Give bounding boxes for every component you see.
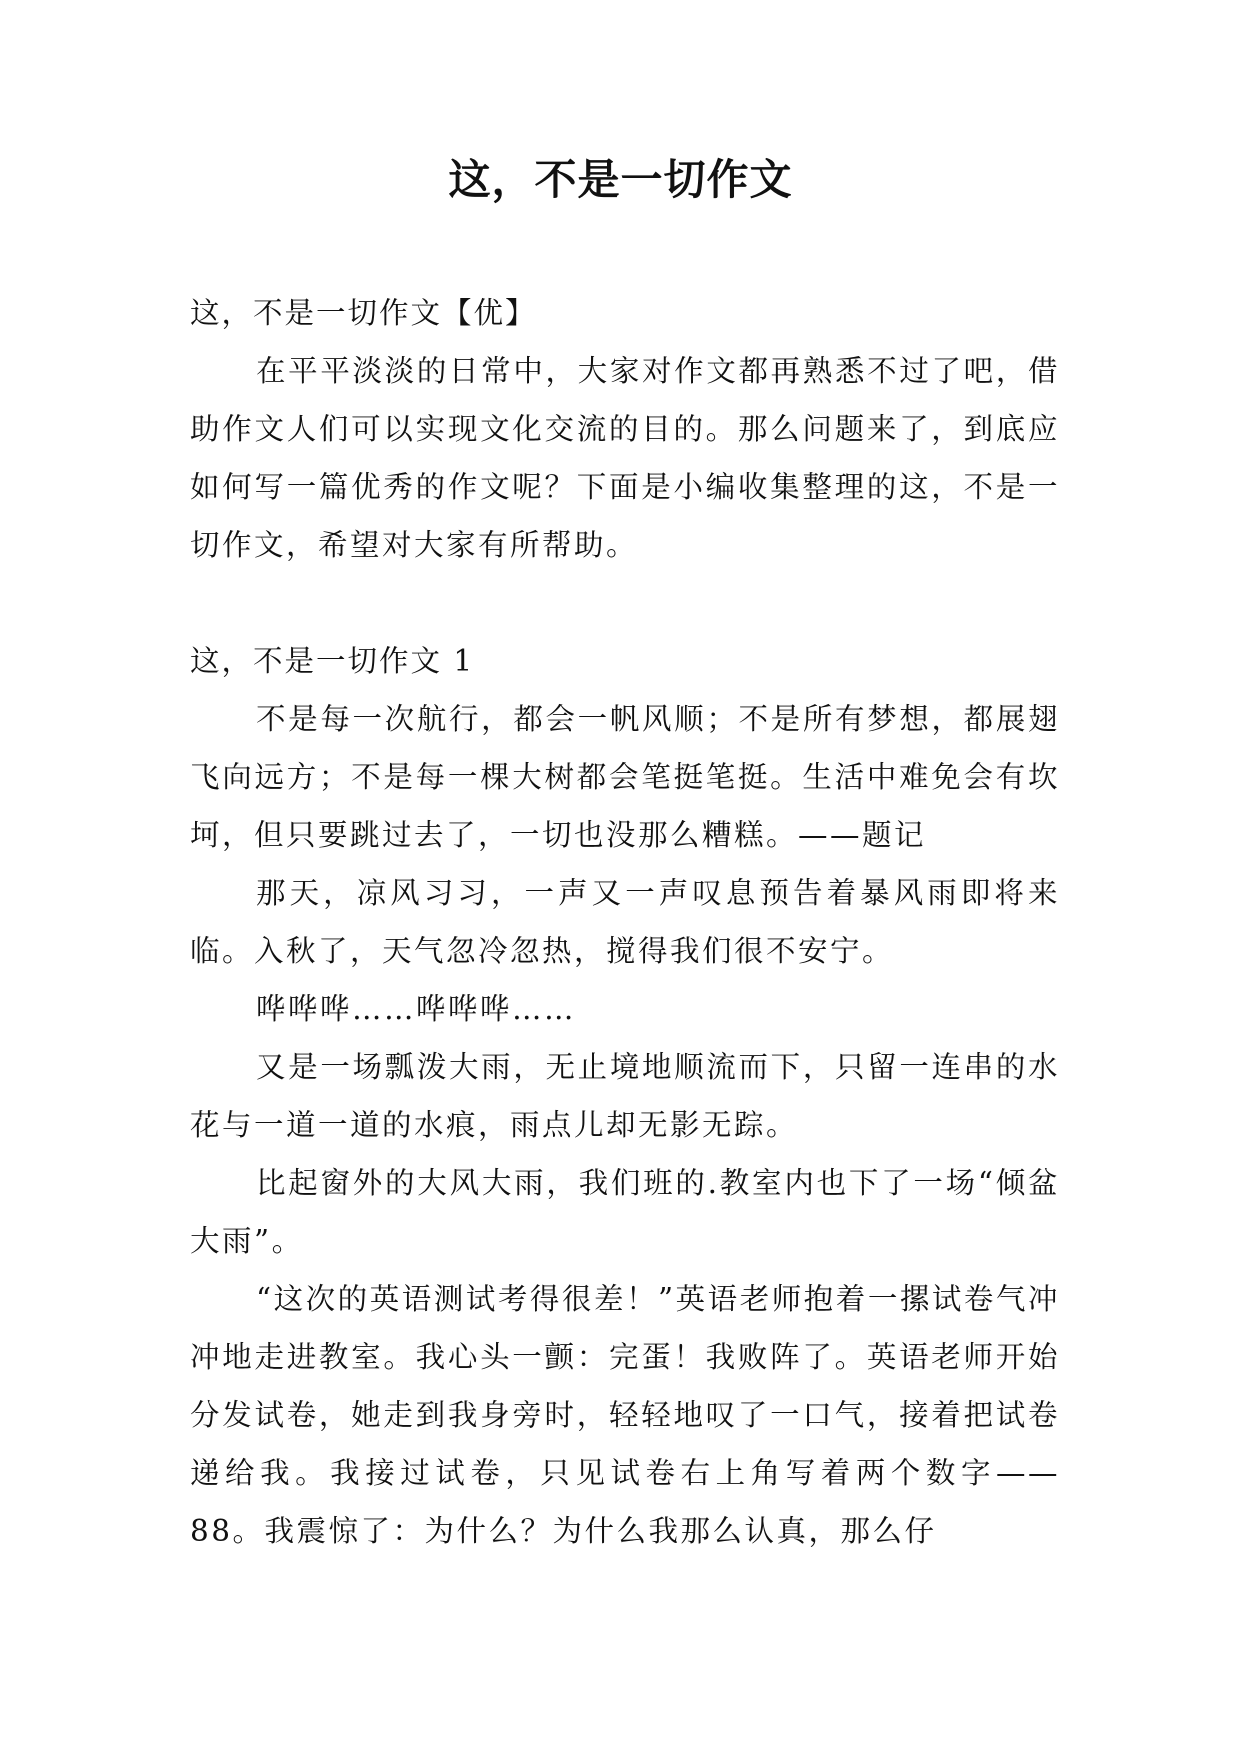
- section-spacer: [190, 574, 1060, 632]
- paragraph-rain-sound: 哗哗哗……哗哗哗……: [256, 992, 577, 1026]
- intro-paragraph: 在平平淡淡的日常中，大家对作文都再熟悉不过了吧，借助作文人们可以实现文化交流的目的。那么问题来了，到底应如何写一篇优秀的作文呢？下面是小编收集整理的这，不是一切作文，希望对大家有所帮助。: [190, 354, 1060, 562]
- document-title: 这，不是一切作文: [448, 155, 793, 204]
- section-heading-excellent: 这，不是一切作文【优】: [190, 296, 537, 330]
- section-heading-1: 这，不是一切作文 1: [190, 644, 475, 678]
- paragraph-epigraph: 不是每一次航行，都会一帆风顺；不是所有梦想，都展翅飞向远方；不是每一棵大树都会笔挺笔挺。生活中难免会有坎坷，但只要跳过去了，一切也没那么糟糕。——题记: [190, 702, 1060, 852]
- paragraph-test-result: “这次的英语测试考得很差！”英语老师抱着一摞试卷气冲冲地走进教室。我心头一颤：完蛋！我败阵了。英语老师开始分发试卷，她走到我身旁时，轻轻地叹了一口气，接着把试卷递给我。我接过试卷，只见试卷右上角写着两个数字——88。我震惊了：为什么？为什么我那么认真，那么仔: [190, 1282, 1060, 1548]
- paragraph-weather: 那天，凉风习习，一声又一声叹息预告着暴风雨即将来临。入秋了，天气忽冷忽热，搅得我们很不安宁。: [190, 876, 1060, 968]
- paragraph-classroom: 比起窗外的大风大雨，我们班的.教室内也下了一场“倾盆大雨”。: [190, 1166, 1060, 1258]
- paragraph-downpour: 又是一场瓢泼大雨，无止境地顺流而下，只留一连串的水花与一道一道的水痕，雨点儿却无影无踪。: [190, 1050, 1060, 1142]
- document-body: [190, 284, 1060, 1560]
